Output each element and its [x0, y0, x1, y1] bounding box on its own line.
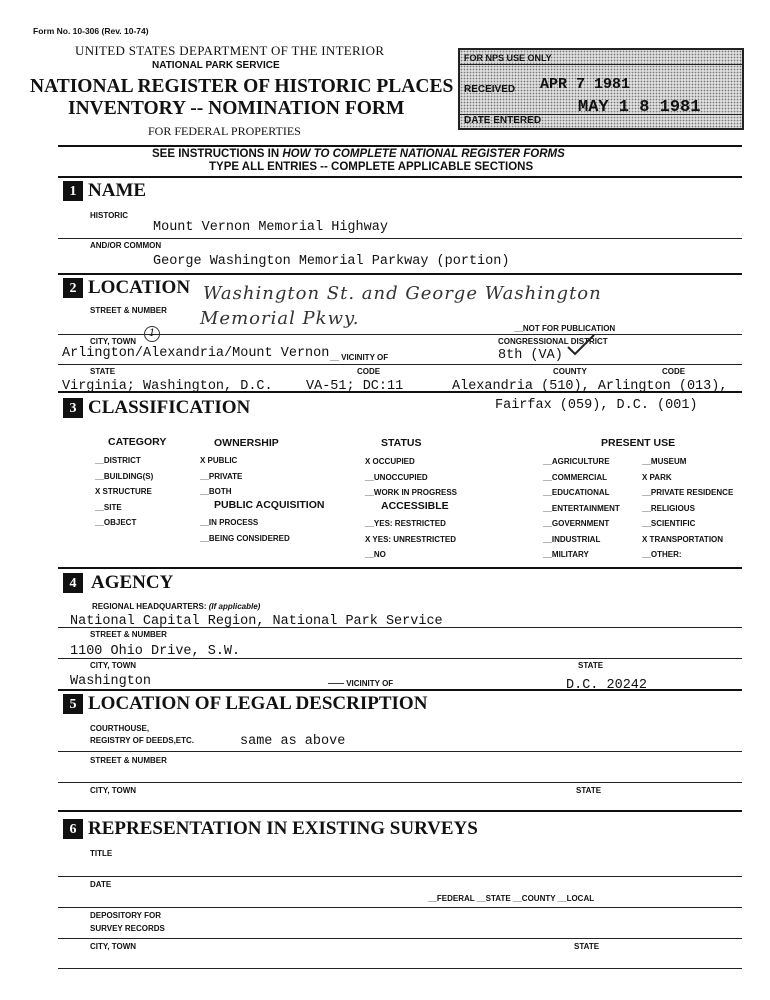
section-4-number: 4: [63, 573, 83, 593]
congressional-label: CONGRESSIONAL DISTRICT: [498, 337, 608, 346]
accessible-unrestricted: X YES: UNRESTRICTED: [365, 534, 456, 544]
acquisition-being-considered: __BEING CONSIDERED: [200, 533, 290, 543]
common-name: George Washington Memorial Parkway (portion): [153, 254, 510, 269]
county-label: COUNTY: [553, 367, 587, 376]
survey-title-label: TITLE: [90, 849, 113, 858]
acquisition-header: PUBLIC ACQUISITION: [214, 499, 325, 511]
received-stamp: APR 7 1981: [540, 76, 631, 93]
historic-label: HISTORIC: [90, 211, 129, 220]
city-label: CITY, TOWN: [90, 337, 137, 346]
accessible-restricted: __YES: RESTRICTED: [365, 519, 446, 528]
survey-levels: __FEDERAL __STATE __COUNTY __LOCAL: [428, 894, 595, 903]
survey-city-label: CITY, TOWN: [90, 942, 137, 951]
entered-stamp: MAY 1 8 1981: [578, 98, 701, 117]
street-label: STREET & NUMBER: [90, 306, 167, 315]
agency-street-value: 1100 Ohio Drive, S.W.: [70, 644, 241, 659]
state-value: Virginia; Washington, D.C.: [62, 379, 273, 394]
common-label: AND/OR COMMON: [90, 241, 162, 250]
code-value: VA-51; DC:11: [306, 379, 404, 394]
status-occupied: X OCCUPIED: [365, 457, 415, 466]
present-use-header: PRESENT USE: [601, 437, 676, 449]
category-site: __SITE: [95, 502, 122, 512]
courthouse-label: COURTHOUSE,: [90, 724, 150, 733]
ownership-public: X PUBLIC: [200, 456, 238, 465]
section-2-title: LOCATION: [88, 277, 191, 298]
ownership-both: __BOTH: [200, 487, 232, 496]
section-2-number: 2: [63, 278, 83, 298]
county-value: Alexandria (510), Arlington (013),: [452, 379, 728, 394]
historic-name: Mount Vernon Memorial Highway: [153, 220, 388, 235]
section-5-number: 5: [63, 694, 83, 714]
use-other: __OTHER:: [642, 550, 682, 559]
legal-street-label: STREET & NUMBER: [90, 756, 167, 765]
agency-city-label: CITY, TOWN: [90, 661, 137, 670]
agency-state-value: D.C. 20242: [566, 678, 648, 693]
section-1-title: NAME: [88, 180, 147, 201]
city-value: Arlington/Alexandria/Mount Vernon: [62, 346, 330, 361]
use-government: __GOVERNMENT: [543, 519, 610, 528]
use-private-residence: __PRIVATE RESIDENCE: [642, 488, 734, 497]
nps-use-box: [458, 48, 744, 130]
code-label: CODE: [357, 367, 381, 376]
checkmark-icon: [566, 333, 596, 357]
not-for-publication: __NOT FOR PUBLICATION: [514, 324, 616, 333]
county-code-label: CODE: [662, 367, 686, 376]
vicinity-label: __ VICINITY OF: [330, 353, 389, 362]
category-district: __DISTRICT: [95, 456, 141, 465]
handwritten-circle-mark: 1: [144, 326, 160, 342]
section-6-title: REPRESENTATION IN EXISTING SURVEYS: [88, 818, 478, 839]
section-3-number: 3: [63, 398, 83, 418]
status-header: STATUS: [381, 437, 422, 449]
form-title-2: INVENTORY -- NOMINATION FORM: [68, 98, 405, 119]
use-museum: __MUSEUM: [642, 457, 687, 466]
form-number: Form No. 10-306 (Rev. 10-74): [33, 26, 149, 36]
department-name: UNITED STATES DEPARTMENT OF THE INTERIOR: [75, 43, 385, 58]
present-use-left-list: [543, 454, 620, 563]
depository-label-1: DEPOSITORY FOR: [90, 911, 161, 920]
received-label: RECEIVED: [464, 84, 516, 95]
date-entered-label: DATE ENTERED: [464, 115, 542, 126]
use-scientific: __SCIENTIFIC: [642, 519, 696, 528]
agency-city-value: Washington: [70, 674, 152, 689]
section-6-number: 6: [63, 819, 83, 839]
state-label: STATE: [90, 367, 116, 376]
use-park: X PARK: [642, 472, 672, 482]
section-3-title: CLASSIFICATION: [88, 397, 251, 418]
survey-date-label: DATE: [90, 880, 112, 889]
handwritten-street-1: Washington St. and George Washington: [203, 283, 602, 304]
use-religious: __RELIGIOUS: [642, 503, 695, 513]
survey-state-label: STATE: [574, 942, 600, 951]
headquarters-value: National Capital Region, National Park Service: [70, 614, 443, 629]
use-commercial: __COMMERCIAL: [543, 472, 608, 482]
section-1-number: 1: [63, 181, 83, 201]
use-industrial: __INDUSTRIAL: [543, 534, 601, 544]
registry-label: REGISTRY OF DEEDS,ETC.: [90, 736, 195, 745]
status-work-in-progress: __WORK IN PROGRESS: [365, 488, 458, 497]
agency-vicinity-label: —— VICINITY OF: [328, 679, 394, 688]
ownership-header: OWNERSHIP: [214, 437, 279, 449]
use-agriculture: __AGRICULTURE: [543, 457, 610, 466]
county-value-continued: Fairfax (059), D.C. (001): [495, 398, 698, 413]
accessible-no: __NO: [365, 550, 386, 559]
use-transportation: X TRANSPORTATION: [642, 534, 724, 544]
legal-state-label: STATE: [576, 786, 602, 795]
acquisition-in-process: __IN PROCESS: [200, 518, 259, 527]
accessible-list: [365, 516, 456, 563]
use-military: __MILITARY: [543, 550, 589, 559]
status-list: [365, 454, 457, 501]
use-educational: __EDUCATIONAL: [543, 488, 610, 497]
agency-state-label: STATE: [578, 661, 604, 670]
status-unoccupied: __UNOCCUPIED: [365, 472, 428, 482]
legal-city-label: CITY, TOWN: [90, 786, 137, 795]
handwritten-street-2: Memorial Pkwy.: [200, 308, 360, 329]
service-name: NATIONAL PARK SERVICE: [152, 60, 280, 71]
ownership-list: [200, 453, 242, 500]
nps-label: FOR NPS USE ONLY: [464, 53, 552, 63]
present-use-right-list: [642, 454, 733, 563]
headquarters-label: REGIONAL HEADQUARTERS: (If applicable): [92, 602, 261, 611]
ownership-private: __PRIVATE: [200, 471, 243, 481]
category-object: __OBJECT: [95, 518, 137, 527]
form-title-1: NATIONAL REGISTER OF HISTORIC PLACES: [30, 76, 454, 97]
category-structure: X STRUCTURE: [95, 487, 152, 496]
form-title-3: FOR FEDERAL PROPERTIES: [148, 124, 301, 138]
instructions-line-2: TYPE ALL ENTRIES -- COMPLETE APPLICABLE SECTIONS: [209, 161, 534, 173]
category-header: CATEGORY: [108, 436, 167, 448]
section-5-title: LOCATION OF LEGAL DESCRIPTION: [88, 693, 428, 714]
section-4-title: AGENCY: [91, 572, 174, 593]
congressional-value: 8th (VA): [498, 348, 563, 363]
agency-street-label: STREET & NUMBER: [90, 630, 167, 639]
use-entertainment: __ENTERTAINMENT: [543, 503, 620, 513]
legal-description-value: same as above: [240, 734, 346, 749]
accessible-header: ACCESSIBLE: [381, 500, 449, 512]
instructions-line-1: SEE INSTRUCTIONS IN HOW TO COMPLETE NATIONAL REGISTER FORMS: [152, 148, 565, 160]
category-list: [95, 453, 153, 531]
acquisition-list: [200, 515, 290, 546]
category-building: __BUILDING(S): [95, 471, 154, 481]
depository-label-2: SURVEY RECORDS: [90, 924, 165, 933]
